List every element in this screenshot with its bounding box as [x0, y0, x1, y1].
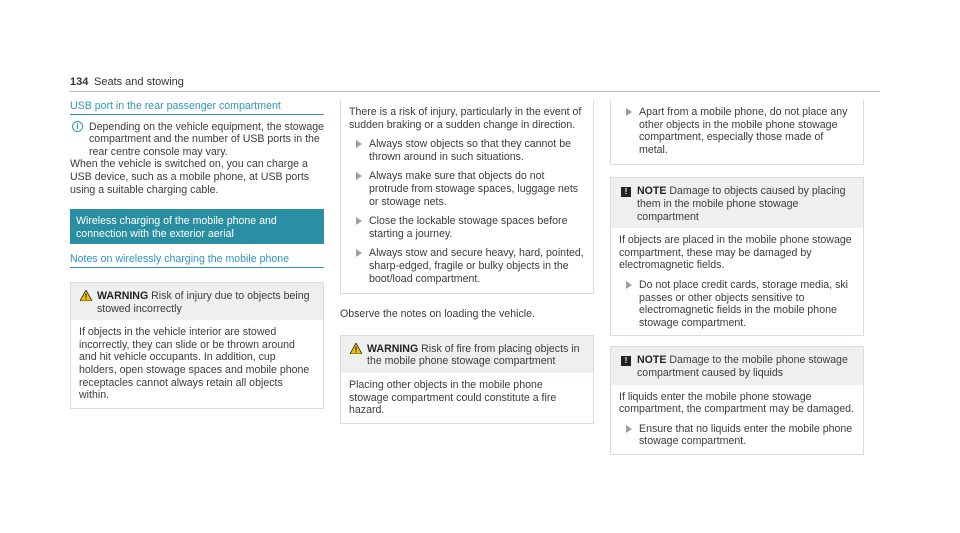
- warning-box-fire: [340, 335, 594, 424]
- observe-notes-text: Observe the notes on loading the vehicle.: [340, 308, 535, 321]
- bullet-arrow-icon: [356, 140, 362, 148]
- warning-continued-text: There is a risk of injury, particularly in the event of sudden braking or a sudden change in direction.: [349, 106, 582, 131]
- section-title: Seats and stowing: [94, 76, 184, 88]
- warning-body: Placing other objects in the mobile phone stowage compartment could constitute a fire hazard.: [349, 378, 557, 417]
- column-1: [70, 100, 324, 409]
- list-item: Apart from a mobile phone, do not place any other objects in the mobile phone stowage compartment, especially those made of metal.: [619, 106, 855, 156]
- notice-keyword: NOTE: [637, 185, 667, 198]
- warning-body: If objects in the vehicle interior are stowed incorrectly, they can slide or be thrown around and hit vehicle occupants. In addition, cup holders, open stowage spaces and mobile phone receptacles cannot always retain all objects within.: [79, 326, 310, 402]
- list-item: Always make sure that objects do not protrude from stowage spaces, luggage nets or stowage nets.: [349, 170, 585, 208]
- notice-icon: !: [621, 354, 631, 367]
- notice-body: If objects are placed in the mobile phone stowage compartment, these may be damaged by electromagnetic fields. Do not place credit cards, storage media, ski passes or other objects sensitive to electromagnetic fields in the mobile phone stowage compartment.: [611, 228, 863, 335]
- wireless-charging-title: Wireless charging of the mobile phone and connection with the exterior aerial: [76, 215, 277, 240]
- list-item: Ensure that no liquids enter the mobile phone stowage compartment.: [619, 423, 855, 448]
- notice-heading: Damage to objects caused by placing them in the mobile phone stowage compartment: [637, 185, 846, 223]
- list-item: Do not place credit cards, storage media, ski passes or other objects sensitive to electromagnetic fields in the mobile phone stowage compartment.: [619, 279, 855, 329]
- notice-body: If liquids enter the mobile phone stowage compartment, the compartment may be damaged. Ensure that no liquids enter the mobile phone stowage compartment.: [619, 390, 854, 448]
- notice-keyword: NOTE: [637, 354, 667, 367]
- warning-box-injury: [70, 282, 324, 409]
- warning-heading: Risk of injury due to objects being stowed incorrectly: [97, 289, 310, 315]
- bullet-arrow-icon: [626, 425, 632, 433]
- warning-keyword: WARNING: [97, 289, 149, 302]
- warning-box-continued: [340, 100, 594, 294]
- wireless-charging-banner: [70, 209, 324, 244]
- page-header: [70, 72, 880, 92]
- bullet-arrow-icon: [356, 217, 362, 225]
- notice-box-liquids: [610, 346, 864, 455]
- notice-icon: !: [621, 185, 631, 198]
- notes-heading: Notes on wirelessly charging the mobile phone: [70, 253, 324, 268]
- usb-paragraph: When the vehicle is switched on, you can charge a USB device, such as a mobile phone, at USB ports using a suitable charging cable.: [70, 158, 310, 196]
- notice-box-objects: [610, 177, 864, 336]
- warning-header: [341, 336, 593, 373]
- notice-heading: Damage to the mobile phone stowage compartment caused by liquids: [637, 354, 848, 379]
- bullet-arrow-icon: [626, 108, 632, 116]
- warning-header: [71, 283, 323, 320]
- usb-port-heading: USB port in the rear passenger compartment: [70, 100, 324, 115]
- warning-keyword: WARNING: [367, 342, 419, 355]
- warning-triangle-icon: [350, 343, 362, 358]
- bullet-arrow-icon: [626, 281, 632, 289]
- list-item: Always stow objects so that they cannot be thrown around in such situations.: [349, 138, 585, 163]
- bullet-list: [341, 138, 593, 285]
- bullet-arrow-icon: [356, 172, 362, 180]
- notice-header: [611, 347, 863, 384]
- list-item: Always stow and secure heavy, hard, pointed, sharp-edged, fragile or bulky objects in the boot/load compartment.: [349, 247, 585, 285]
- list-item: Close the lockable stowage spaces before starting a journey.: [349, 215, 585, 240]
- column-3: [610, 100, 864, 455]
- info-text: Depending on the vehicle equipment, the stowage compartment and the number of USB ports in the rear centre console may vary.: [89, 120, 324, 158]
- bullet-arrow-icon: [356, 249, 362, 257]
- notice-header: [611, 178, 863, 228]
- page-number: 134: [70, 76, 89, 88]
- column-2: [340, 100, 594, 424]
- warning-triangle-icon: [80, 290, 92, 305]
- warning-heading: Risk of fire from placing objects in the mobile phone stowage compartment: [367, 342, 580, 368]
- info-note: [70, 121, 324, 159]
- bullet-list: [611, 106, 863, 156]
- warning-box-continued: [610, 100, 864, 165]
- info-icon: i: [72, 121, 83, 132]
